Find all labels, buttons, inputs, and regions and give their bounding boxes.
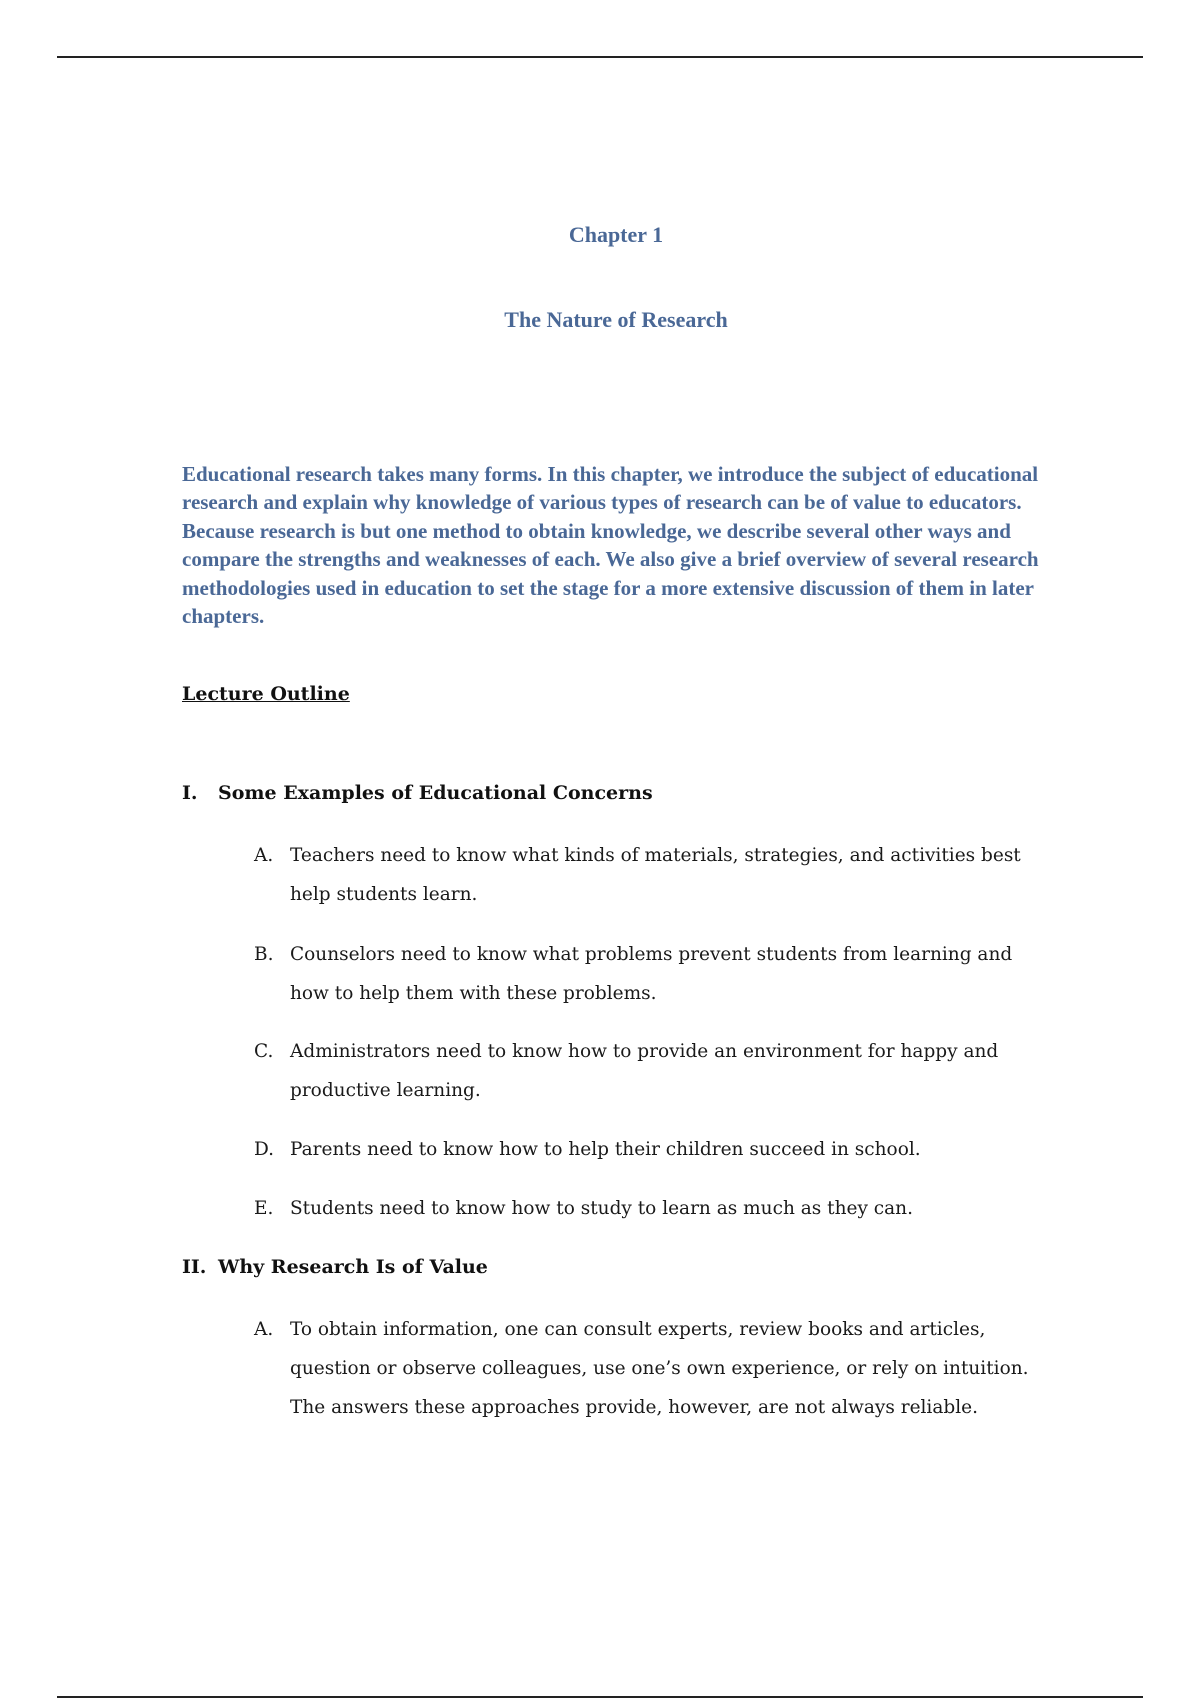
item-letter: A.: [254, 845, 274, 866]
item-letter: E.: [254, 1198, 274, 1219]
item-letter: B.: [254, 944, 274, 965]
item-text: Parents need to know how to help their children succeed in school.: [290, 1139, 921, 1160]
outline-section-heading: [182, 782, 653, 804]
item-text: Students need to know how to study to learn as much as they can.: [290, 1198, 913, 1219]
section-numeral: II.: [182, 1256, 207, 1278]
chapter-title: The Nature of Research: [504, 307, 728, 332]
lecture-outline-heading: Lecture Outline: [182, 683, 350, 705]
outline-item: [254, 1032, 1054, 1110]
item-text: Teachers need to know what kinds of materials, strategies, and activities best help students learn.: [290, 845, 1021, 905]
outline-item: [254, 836, 1054, 914]
item-letter: C.: [254, 1041, 274, 1062]
bottom-rule: [57, 1696, 1143, 1698]
item-text: To obtain information, one can consult experts, review books and articles, question or observe colleagues, use one’s own experience, or rely on intuition. The answers these approaches provide, however, are not always reliable.: [290, 1319, 1029, 1418]
outline-item: [254, 1130, 1054, 1169]
item-text: Counselors need to know what problems prevent students from learning and how to help them with these problems.: [290, 944, 1013, 1004]
outline-item: [254, 1310, 1054, 1427]
section-title: Why Research Is of Value: [218, 1256, 488, 1278]
top-rule: [57, 56, 1143, 58]
item-text: Administrators need to know how to provide an environment for happy and productive learning.: [290, 1041, 999, 1101]
item-letter: A.: [254, 1319, 274, 1340]
chapter-number: Chapter 1: [568, 222, 664, 247]
outline-item: [254, 1189, 1054, 1228]
chapter-introduction: Educational research takes many forms. In this chapter, we introduce the subject of educational research and explain why knowledge of various types of research can be of value to educators. Because research is but one method to obtain knowledge, we describe several other ways and compare the strengths and weaknesses of each. We also give a brief overview of several research methodologies used in education to set the stage for a more extensive discussion of them in later chapters.: [182, 462, 1039, 629]
section-title: Some Examples of Educational Concerns: [218, 782, 653, 804]
section-numeral: I.: [182, 782, 198, 804]
item-letter: D.: [254, 1139, 275, 1160]
outline-section-heading: [182, 1256, 488, 1278]
outline-item: [254, 935, 1054, 1013]
